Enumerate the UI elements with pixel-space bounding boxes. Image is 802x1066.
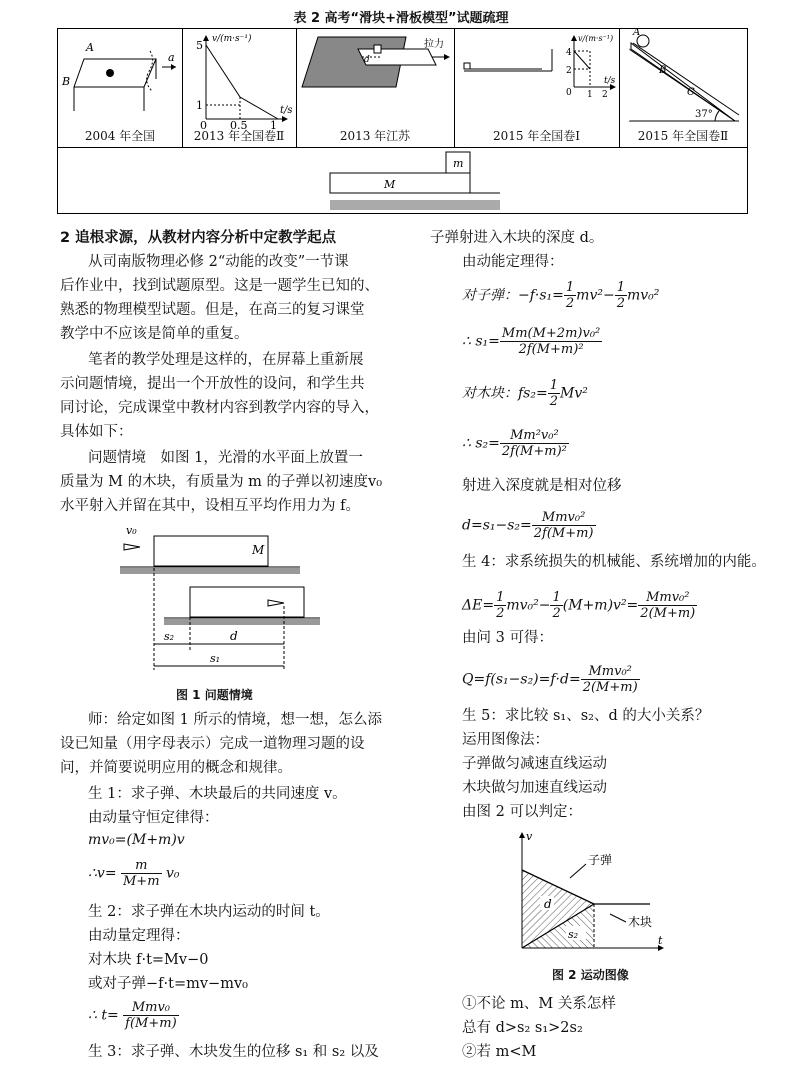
paragraph-4 [60,708,405,780]
label-block: 木块 [628,915,653,929]
eq-den: 2 [616,296,625,311]
axis-label-v: v/(m·s⁻¹) [578,34,614,43]
tick-x1: 1 [587,90,593,100]
table-cell-2015-i-figure [454,29,619,129]
label-A: A [633,29,641,38]
board-block-figure [58,148,747,214]
text-line: 示问题情境，提出一个开放性的设问，和学生共 [60,376,365,392]
label-A: A [86,41,94,54]
text-line: 熟悉的物理模型试题。但是，在高三的复习课堂 [60,302,365,318]
equation-d [462,510,596,541]
caption-2015-ii: 2015 年全国卷Ⅱ [637,129,729,143]
student-2: 生 2：求子弹在木块内运动的时间 t。 [88,904,330,920]
eq-part: Mv² [560,385,588,402]
paragraph-2 [60,348,400,444]
text-line: 木块做匀加速直线运动 [462,780,607,796]
equation-Q [462,664,640,695]
text-line: 子弹做匀减速直线运动 [462,756,607,772]
eq-num: Mm(M+2m)v₀² [501,326,601,341]
text-line: 由图 2 可以判定： [462,804,582,820]
table-cell-2013-ii [182,29,297,147]
table-cell-2013-js [296,29,455,147]
text-line: 运用图像法： [462,732,549,748]
text-line: 质量为 M 的木块，有质量为 m 的子弹以初速度v₀ [60,474,383,490]
text-line: 射进入深度就是相对位移 [462,478,622,494]
eq-part: mv₀² [626,287,660,304]
text-line: 由动能定理得： [462,254,564,270]
eq-num: 1 [616,280,625,295]
label-s2: s₂ [568,928,579,941]
eq-part: (M+m)v²= [562,597,639,614]
student-1: 生 1：求子弹、木块最后的共同速度 v。 [88,786,347,802]
eq-num: 1 [565,280,575,295]
student-2-method: 由动量定理得： [88,928,190,944]
eq-part: 对子弹：−f·s₁= [462,287,564,304]
eq-part: mv²− [576,287,615,304]
eq-den: 2f(M+m) [533,526,594,541]
figure-2 [510,828,670,958]
eq-num: 1 [552,590,561,605]
label-M: M [384,178,396,191]
eq-part: ΔE= [462,597,495,614]
paragraph-3 [60,446,400,518]
equation-bullet: 或对子弹−f·t=mv−mv₀ [88,976,248,992]
figure-1-caption: 图 1 问题情境 [176,688,253,702]
table-cell-2015-ii [619,29,747,147]
eq-den: 2(M+m) [582,680,638,695]
tick-2: 2 [566,66,572,76]
eq-num: 1 [549,378,558,393]
eq-numerator: m [121,858,162,874]
eq-num: 1 [496,590,505,605]
eq-num: Mmv₀² [581,664,640,680]
eq-denominator: f(M+m) [125,1016,177,1031]
eq-suffix: v₀ [165,865,180,882]
axis-t: t [658,934,663,947]
eq-numerator: Mmv₀ [123,1000,179,1016]
eq-prefix: ∴ t= [88,1007,119,1024]
label-m: m [453,157,464,170]
eq-prefix: ∴v= [88,865,117,882]
axis-v: v [526,830,533,843]
student-1-method: 由动量守恒定律得： [88,810,219,826]
caption-2015-i: 2015 年全国卷Ⅰ [492,129,581,143]
equation-s2 [462,428,569,459]
label-bullet: 子弹 [588,853,613,867]
label-C: C [687,87,695,98]
eq-den: 2f(M+m)² [518,342,584,357]
table-cell-2015-i [454,29,620,147]
label-v0: v₀ [126,524,137,537]
axis-label-v: v/(m·s⁻¹) [212,34,252,44]
text-line: ①不论 m、M 关系怎样 [462,996,616,1012]
label-B: B [659,65,667,76]
tick-0: 0 [200,119,207,129]
table-cell-2004 [58,29,183,147]
tick-0: 0 [566,88,572,98]
tick-1: 1 [196,99,203,112]
incline-figure [619,29,747,129]
equation-v [88,858,180,889]
text-line: 同讨论，完成课堂中教材内容到教学内容的导入， [60,400,379,416]
eq-den: 2 [565,296,575,311]
caption-2004: 2004 年全国 [84,129,156,143]
eq-part: mv₀²− [506,597,551,614]
text-line: 由问 3 可得： [462,630,553,646]
label-d: d [230,629,238,643]
label-d: d [544,897,552,911]
label-s2: s₂ [164,630,175,643]
model-table [57,28,748,214]
angle-label: 37° [695,109,713,120]
paragraph-1 [60,250,400,346]
eq-den: 2 [552,606,561,621]
equation-deltaE [462,590,697,621]
student-3: 生 3：求子弹、木块发生的位移 s₁ 和 s₂ 以及 [88,1044,379,1060]
figure-1 [120,520,330,680]
axis-label-t: t/s [280,105,293,116]
label-B: B [62,75,71,88]
equation-t [88,1000,179,1031]
text-line: 具体如下： [60,424,133,440]
text-line: 教学中不应该是简单的重复。 [60,326,249,342]
figure-2-caption: 图 2 运动图像 [552,968,629,982]
label-d: d [364,55,370,65]
axis-label-t: t/s [604,76,616,86]
label-s1: s₁ [210,652,221,665]
text-line: ②若 m<M [462,1044,537,1060]
eq-part: ∴ s₂= [462,435,500,452]
equation-bullet-energy [462,280,659,311]
tick-x2: 2 [602,90,608,100]
equation-block-energy [462,378,588,409]
label-a: a [168,51,175,64]
eq-den: 2 [549,394,558,409]
equation-momentum: mv₀=(M+m)v [88,832,185,848]
caption-2013-js: 2013 年江苏 [339,129,411,143]
text-line: 从司南版物理必修 2“动能的改变”一节课 [88,254,349,270]
eq-num: Mmv₀² [638,590,697,606]
text-line: 笔者的教学处理是这样的，在屏幕上重新展 [88,352,364,368]
eq-den: 2(M+m) [640,606,696,621]
text-line: 子弹射进入木块的深度 d。 [430,230,604,246]
eq-part: d=s₁−s₂= [462,517,532,534]
text-line: 问，并简要说明应用的概念和规律。 [60,760,292,776]
table-cell-2004-figure [58,29,182,129]
section-heading: 2 追根求源，从教材内容分析中定教学起点 [60,230,337,246]
student-5: 生 5：求比较 s₁、s₂、d 的大小关系？ [462,708,710,724]
equation-s1 [462,326,602,357]
eq-part: Q=f(s₁−s₂)=f·d= [462,671,581,688]
eq-denominator: M+m [123,874,160,889]
eq-part: ∴ s₁= [462,333,500,350]
text-line: 师：给定如图 1 所示的情境，想一想，怎么添 [88,712,382,728]
student-4: 生 4：求系统损失的机械能、系统增加的内能。 [462,554,766,570]
label-M: M [252,543,265,557]
tick-4: 4 [566,48,572,58]
caption-2013-ii: 2013 年全国卷Ⅱ [193,129,285,143]
tick-0-5: 0.5 [230,119,248,129]
table-cell-2013-js-figure [296,29,454,129]
text-line: 水平射入并留在其中，设相互平均作用力为 f。 [60,498,360,514]
eq-part: 对木块：fs₂= [462,385,548,402]
text-line: 后作业中，找到试题原型。这是一题学生已知的、 [60,278,379,294]
text-line: 总有 d>s₂ s₁>2s₂ [462,1020,583,1036]
table-row-2 [58,147,747,214]
force-label: 拉力 [424,39,444,50]
text-line: 设已知量（用字母表示）完成一道物理习题的设 [60,736,365,752]
text-line: 问题情境 如图 1，光滑的水平面上放置一 [88,450,363,466]
table-title: 表 2 高考“滑块+滑板模型”试题疏理 [293,11,509,26]
tick-x1: 1 [270,119,277,129]
tick-5: 5 [196,39,203,52]
equation-block: 对木块 f·t=Mv−0 [88,952,209,968]
vt-graph-2013 [182,29,296,129]
eq-num: Mm²v₀² [500,428,569,444]
eq-den: 2f(M+m)² [501,444,567,459]
eq-num: Mmv₀² [532,510,596,526]
eq-den: 2 [496,606,505,621]
